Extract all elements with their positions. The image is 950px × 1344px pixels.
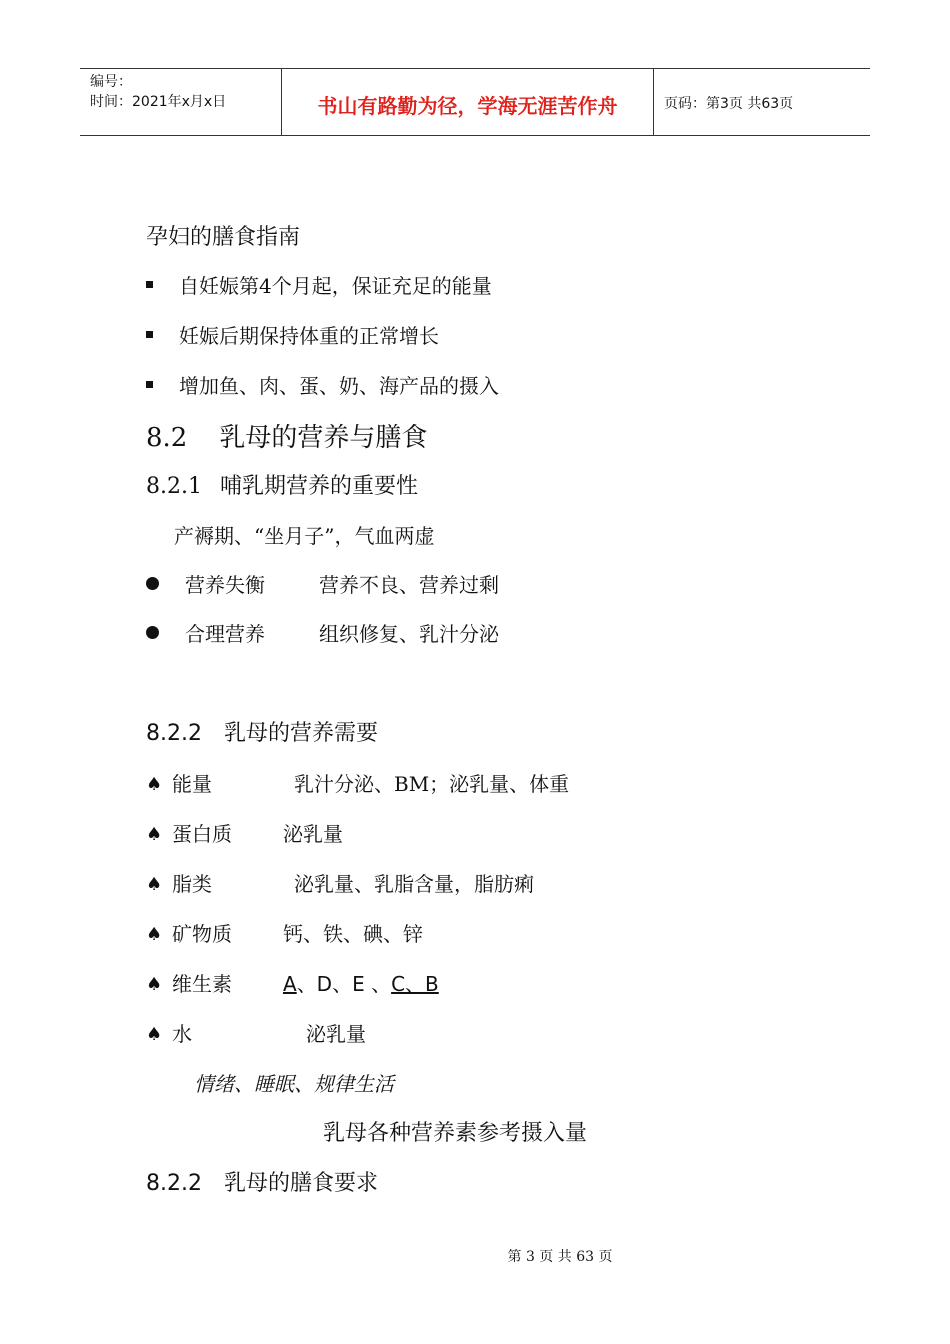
spade-bullet-icon: ♠: [146, 774, 163, 795]
spade-bullet-icon: ♠: [146, 874, 163, 895]
square-bullet-icon: [146, 381, 153, 388]
section-heading-8-2: 8.2 乳母的营养与膳食: [146, 423, 428, 453]
header-page-info: 页码：第3页 共63页: [664, 96, 794, 112]
header-number-label: 编号：: [90, 74, 132, 90]
list-item: 增加鱼、肉、蛋、奶、海产品的摄入: [146, 370, 499, 399]
page-footer: 第 3 页 共 63 页: [507, 1249, 613, 1265]
square-bullet-icon: [146, 331, 153, 338]
list-item: ♠ 脂类 泌乳量、乳脂含量，脂肪痢: [146, 872, 534, 896]
list-item: ♠ 维生素 A、D、E 、C、B: [146, 972, 439, 996]
spade-bullet-icon: ♠: [146, 1024, 163, 1045]
table-caption: 乳母各种营养素参考摄入量: [323, 1121, 588, 1146]
italic-note: 情绪、睡眠、规律生活: [194, 1072, 394, 1096]
section-heading-8-2-2-diet: 8.2.2 乳母的膳食要求: [146, 1171, 378, 1196]
list-item: ♠ 蛋白质 泌乳量: [146, 822, 343, 846]
header-meta: [80, 69, 282, 135]
section-heading-8-2-2-needs: 8.2.2 乳母的营养需要: [146, 721, 378, 746]
header-motto: 书山有路勤为径，学海无涯苦作舟: [282, 69, 654, 135]
list-item: ♠ 能量 乳汁分泌、BM；泌乳量、体重: [146, 772, 570, 796]
page-header: [80, 68, 870, 136]
list-item: ♠ 矿物质 钙、铁、碘、锌: [146, 922, 423, 946]
spade-bullet-icon: ♠: [146, 924, 163, 945]
dot-bullet-icon: [146, 626, 159, 639]
spade-bullet-icon: ♠: [146, 974, 163, 995]
list-item: ♠ 水 泌乳量: [146, 1022, 366, 1046]
section-heading-8-2-1: 8.2.1 哺乳期营养的重要性: [146, 474, 418, 499]
list-item: 营养失衡 营养不良、营养过剩: [146, 569, 499, 598]
list-item: 妊娠后期保持体重的正常增长: [146, 320, 439, 349]
dot-bullet-icon: [146, 577, 159, 590]
pregnant-guide-title: 孕妇的膳食指南: [146, 225, 301, 250]
postpartum-text: 产褥期、“坐月子”，气血两虚: [174, 524, 435, 548]
spade-bullet-icon: ♠: [146, 824, 163, 845]
header-time-label: 时间：2021年x月x日: [90, 94, 227, 110]
list-item: 自妊娠第4个月起，保证充足的能量: [146, 270, 492, 299]
square-bullet-icon: [146, 281, 153, 288]
list-item: 合理营养 组织修复、乳汁分泌: [146, 618, 499, 647]
